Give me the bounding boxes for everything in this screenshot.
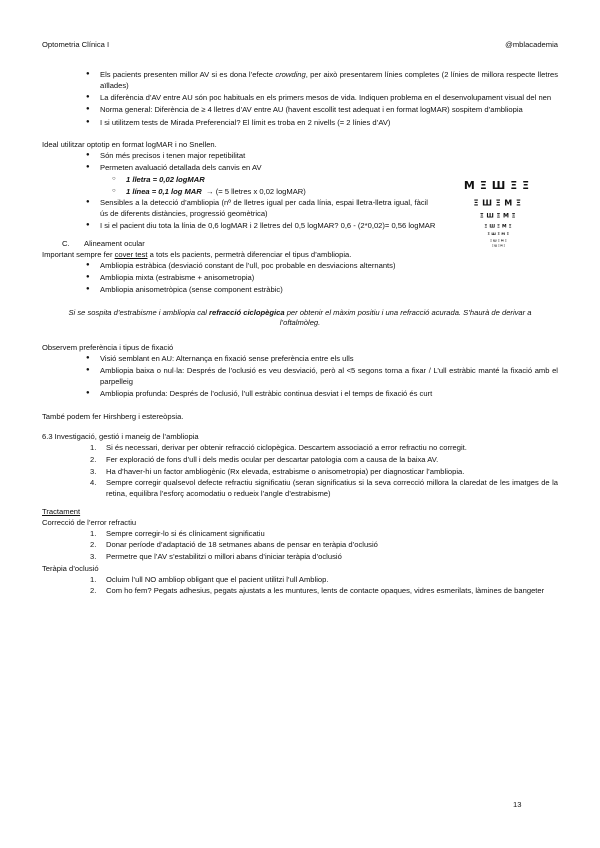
list-item: ● La diferència d’AV entre AU són poc habituals en els primers mesos de vida. Indiquen problema en el desenvolupament visual del nen: [42, 93, 558, 104]
list-item: ● Ambliopia mixta (estrabisme + anisometropia): [42, 273, 558, 284]
course-title: Optometria Clínica I: [42, 40, 110, 49]
hirschberg-note: També podem fer Hirshberg i estereòpsia.: [42, 411, 184, 421]
occlusion-therapy-title: Teràpia d’oclusió: [42, 563, 99, 573]
list-item: ● Norma general: Diferència de ≥ 4 lletres d’AV entre AU (havent escollit test adequat i en format logMAR) sospitem d’ambliopia: [42, 105, 558, 116]
optotype-row: ΞШΞΜΞ: [492, 244, 506, 248]
cycloplegic-note: Si se sospita d’estrabisme i ambliopia cal refracció ciclopègica per obtenir el màxim positiu i una refracció acurada. S’haurà de derivar a l’oftalmòleg.: [68, 307, 532, 328]
list-item: 1. Sempre corregir-lo si és clínicament significatiu: [90, 528, 265, 538]
list-item: ● Ambliopia baixa o nul·la: Després de l’oclusió es veu desviació, però al <5 segons torna a fixar / L’ull estràbic manté la fixació amb el parpelleig: [42, 366, 558, 388]
list-item: ● I si el pacient diu tota la línia de 0,6 logMAR i 2 lletres del 0,5 logMAR? 0,6 - (2*0,02)= 0,56 logMAR: [42, 221, 558, 232]
refractive-correction-title: Correcció de l’error refractiu: [42, 517, 137, 527]
list-item: ● Ambliopia estràbica (desviació constant de l’ull, poc probable en desviacions alternants): [42, 261, 558, 272]
list-item: ● Ambliopia anisometròpica (sense component estràbic): [42, 285, 558, 296]
amblyopia-types-list: [42, 261, 558, 296]
optotype-row: ΞШΞΜΞ: [479, 212, 519, 220]
list-item: ● Els pacients presenten millor AV si es dona l’efecte crowding, per això presentarem línies completes (2 línies de millora respecte lletres aïllades): [42, 70, 558, 92]
list-item: 1. Si és necessari, derivar per obtenir refracció ciclopègica. Descartem associació a error refractiu no corregit.: [90, 443, 467, 453]
treatment-title: Tractament: [42, 507, 81, 516]
fixation-intro: Observem preferència i tipus de fixació: [42, 343, 174, 353]
cover-test-intro: Important sempre fer cover test a tots els pacients, permetrà diferenciar el tipus d’ambliopia.: [42, 249, 352, 259]
list-item: ● Són més precisos i tenen major repetibilitat: [42, 151, 428, 162]
list-item: ● Ambliopia profunda: Després de l’oclusió, l’ull estràbic continua desviat i el temps de fixació és curt: [42, 389, 558, 400]
list-item: 4. Sempre corregir qualsevol defecte refractiu significatiu (seran significatius si la seva correcció millora la claredat de les imatges de la retina, equilibra l’esforç acomodatiu o redueix l’angle d’estrabisme): [90, 478, 558, 499]
optotype-row: ΞШΞΜΞ: [487, 231, 511, 236]
occlusion-therapy-list: [42, 575, 558, 598]
refractive-correction-list: [42, 529, 558, 563]
list-item: 3. Permetre que l’AV s’estabilitzi o millori abans d’iniciar teràpia d’oclusió: [90, 552, 342, 562]
list-item: 2. Com ho fem? Pegats adhesius, pegats ajustats a les muntures, lents de contacte opaques, vidres esmerilats, làmines de bangeter: [90, 586, 545, 596]
author-handle: @mblacademia: [505, 40, 558, 49]
list-item: ● Sensibles a la detecció d’ambliopia (nº de lletres igual per cada línia, espai lletra-lletra igual, fàcil ús de diferents distàncies, progressió geomètrica): [42, 198, 428, 220]
logmar-list: [42, 151, 428, 220]
optotype-row: ΞШΞΜΞ: [484, 224, 514, 230]
sub-item: ○ 1 línea = 0,1 log MAR → (= 5 lletres x 0,02 logMAR): [42, 187, 428, 198]
list-item: 1. Ocluim l’ull NO ambliop obligant que el pacient utilitzi l’ull Ambliop.: [90, 574, 329, 584]
investigation-list: [42, 443, 558, 500]
logmar-intro: Ideal utilitzar optotip en format logMAR i no Snellen.: [42, 139, 217, 149]
section-c-heading: C. Alineament ocular: [62, 239, 145, 249]
list-item: ● Visió semblant en AU: Alternança en fixació sense preferència entre els ulls: [42, 354, 558, 365]
optotype-row: ΜΞШΞΞ: [463, 179, 535, 192]
fixation-list: [42, 354, 558, 400]
sub-item: ○ 1 lletra = 0,02 logMAR: [42, 175, 428, 186]
page-content: [42, 70, 558, 598]
optotype-row: ΞШΞΜΞ: [490, 238, 508, 243]
list-item: 2. Donar període d’adaptació de 18 setmanes abans de pensar en teràpia d’oclusió: [90, 540, 378, 550]
list-item: ● I si utilitzem tests de Mirada Preferencial? El límit es troba en 2 nivells (= 2 línies d’AV): [42, 118, 558, 129]
crowding-list: [42, 70, 558, 128]
section-6-3-title: 6.3 Investigació, gestió i maneig de l’ambliopia: [42, 432, 199, 442]
list-item: ● Permeten avaluació detallada dels canvis en AV: [42, 163, 428, 174]
optotype-row: ΞШΞΜΞ: [473, 198, 525, 208]
list-item: 3. Ha d’haver-hi un factor ambliogènic (Rx elevada, estrabisme o anisometropia) per diagnosticar l’ambliopia.: [90, 466, 465, 476]
page-number: 13: [513, 800, 522, 809]
list-item: 2. Fer exploració de fons d’ull i dels medis ocular per descartar patologia com a causa de la baixa AV.: [90, 454, 439, 464]
page-header: [42, 40, 558, 52]
